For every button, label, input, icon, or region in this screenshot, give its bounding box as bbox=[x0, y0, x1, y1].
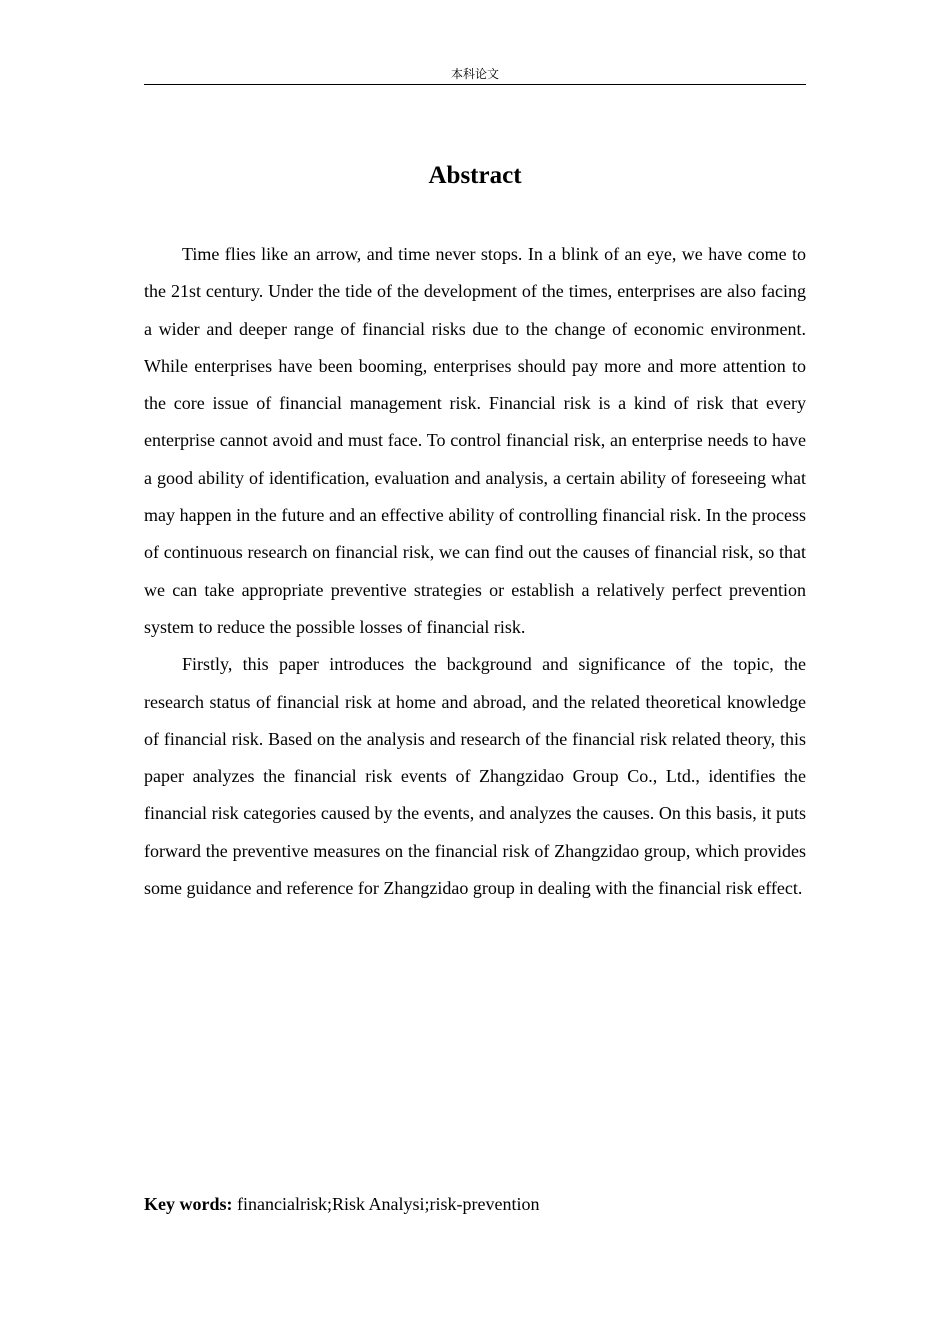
keywords-value: financialrisk;Risk Analysi;risk-prevention bbox=[237, 1194, 540, 1214]
page-header bbox=[144, 66, 806, 85]
keywords-label: Key words: bbox=[144, 1194, 233, 1214]
abstract-title: Abstract bbox=[428, 162, 522, 189]
keywords bbox=[144, 1190, 806, 1218]
abstract-body bbox=[144, 236, 806, 907]
page-header-text: 本科论文 bbox=[450, 67, 499, 81]
abstract-paragraph: Time flies like an arrow, and time never stops. In a blink of an eye, we have come to the 21st century. Under the tide of the development of the times, enterprises are also facing a wider and deeper range of financial risks due to the change of economic environment. While enterprises have been booming, enterprises should pay more and more attention to the core issue of financial management risk. Financial risk is a kind of risk that every enterprise cannot avoid and must face. To control financial risk, an enterprise needs to have a good ability of identification, evaluation and analysis, a certain ability of foreseeing what may happen in the future and an effective ability of controlling financial risk. In the process of continuous research on financial risk, we can find out the causes of financial risk, so that we can take appropriate preventive strategies or establish a relatively perfect prevention system to reduce the possible losses of financial risk. bbox=[144, 244, 806, 637]
abstract-paragraph: Firstly, this paper introduces the background and significance of the topic, the research status of financial risk at home and abroad, and the related theoretical knowledge of financial risk. Based on the analysis and research of the financial risk related theory, this paper analyzes the financial risk events of Zhangzidao Group Co., Ltd., identifies the financial risk categories caused by the events, and analyzes the causes. On this basis, it puts forward the preventive measures on the financial risk of Zhangzidao group, which provides some guidance and reference for Zhangzidao group in dealing with the financial risk effect. bbox=[144, 654, 806, 899]
